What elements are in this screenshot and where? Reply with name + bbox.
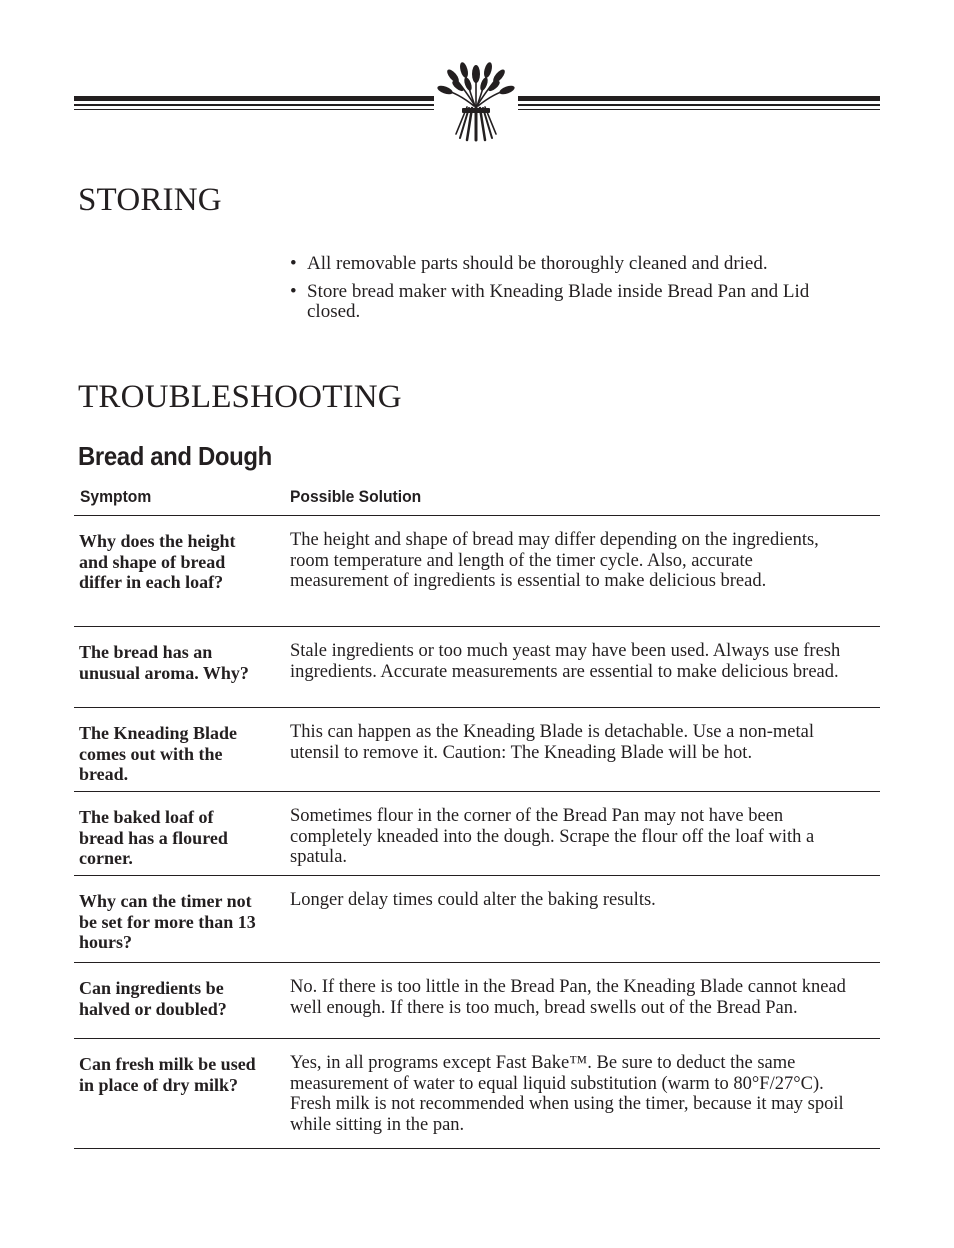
symptom-cell: Why can the timer not be set for more than 13 hours? xyxy=(79,891,256,952)
table-row xyxy=(74,962,880,1038)
storing-bullet-list xyxy=(290,254,830,330)
column-header-symptom: Symptom xyxy=(80,487,152,506)
solution-cell: Yes, in all programs except Fast Bake™. Be sure to deduct the same measurement of water to equal liquid substitution (warm to 80°F/27°C). Fresh milk is not recommended when using the timer, because it may spoil while sitting in the pan. xyxy=(290,1053,844,1135)
bullet-dot: • xyxy=(290,253,297,274)
storing-bullet xyxy=(290,254,830,274)
wheat-sheaf-icon xyxy=(434,62,518,146)
table-row xyxy=(74,875,880,962)
symptom-cell: The baked loaf of bread has a floured corner. xyxy=(79,807,228,868)
storing-bullet xyxy=(290,282,830,322)
storing-bullet-text: Store bread maker with Kneading Blade inside Bread Pan and Lid closed. xyxy=(307,281,810,322)
table-row xyxy=(74,1038,880,1149)
bullet-dot: • xyxy=(290,281,297,302)
symptom-cell: Can ingredients be halved or doubled? xyxy=(79,978,227,1019)
symptom-cell: The bread has an unusual aroma. Why? xyxy=(79,642,249,683)
solution-cell: Stale ingredients or too much yeast may have been used. Always use fresh ingredients. Accurate measurements are essential to make delicious bread. xyxy=(290,641,841,682)
symptom-cell: Can fresh milk be used in place of dry milk? xyxy=(79,1054,256,1095)
troubleshooting-title: TROUBLESHOOTING xyxy=(78,379,402,415)
solution-cell: Longer delay times could alter the baking results. xyxy=(290,890,656,910)
storing-title: STORING xyxy=(78,182,222,218)
symptom-cell: Why does the height and shape of bread differ in each loaf? xyxy=(79,531,236,592)
table-row xyxy=(74,791,880,875)
troubleshooting-table xyxy=(74,515,880,1149)
solution-cell: Sometimes flour in the corner of the Bread Pan may not have been completely kneaded into the dough. Scrape the flour off the loaf with a spatula. xyxy=(290,806,815,867)
table-row xyxy=(74,626,880,707)
column-header-solution: Possible Solution xyxy=(290,487,422,506)
solution-cell: This can happen as the Kneading Blade is detachable. Use a non-metal utensil to remove it. Caution: The Kneading Blade will be hot. xyxy=(290,722,814,763)
table-row xyxy=(74,515,880,626)
solution-cell: No. If there is too little in the Bread Pan, the Kneading Blade cannot knead well enough. If there is too much, bread swells out of the Bread Pan. xyxy=(290,977,846,1018)
symptom-cell: The Kneading Blade comes out with the bread. xyxy=(79,723,238,784)
solution-cell: The height and shape of bread may differ depending on the ingredients, room temperature and length of the timer cycle. Also, accurate measurement of ingredients is essential to make delicious bread. xyxy=(290,530,819,591)
storing-bullet-text: All removable parts should be thoroughly cleaned and dried. xyxy=(307,253,768,274)
table-row xyxy=(74,707,880,791)
section-heading: Bread and Dough xyxy=(78,441,272,471)
